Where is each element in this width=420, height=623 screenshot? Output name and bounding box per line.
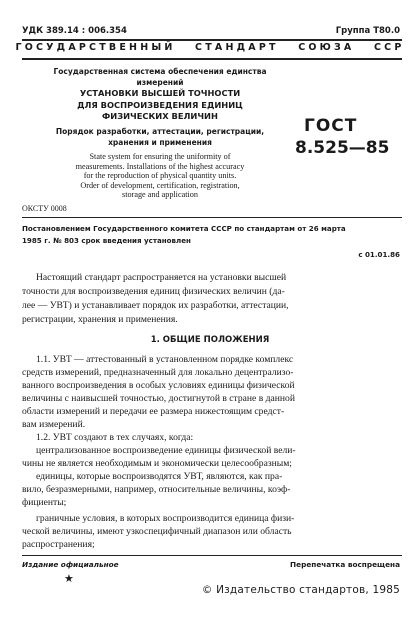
body-line: граничные условия, в которых воспроизводится единица физи- [36, 513, 295, 524]
document-subtitle [20, 127, 300, 148]
group-code: Группа Т80.0 [335, 26, 400, 36]
okstu-code: ОКСТУ 0008 [22, 204, 67, 213]
section-heading: 1. ОБЩИЕ ПОЛОЖЕНИЯ [150, 335, 270, 345]
body-line: вам измерений. [22, 419, 86, 430]
english-line-1: State system for ensuring the uniformity of [89, 152, 231, 161]
body-line: средств измерений, предназначенный для локально децентрализо- [22, 367, 294, 378]
gost-number: 8.525—85 [295, 138, 390, 158]
gost-label: ГОСТ [304, 116, 358, 136]
intro-line: регистрации, хранения и применения. [22, 314, 178, 325]
english-line-2: measurements. Installations of the highest accuracy [75, 161, 245, 171]
intro-line: лее — УВТ) и устанавливает порядок их разработки, аттестации, [22, 300, 289, 311]
body-line: чины не является необходимым и экономически целесообразным; [22, 458, 292, 469]
top-rule [22, 39, 402, 41]
effective-date: с 01.01.86 [358, 250, 400, 259]
star-icon: ★ [64, 572, 74, 585]
english-title [20, 152, 300, 200]
title-line-3: ФИЗИЧЕСКИХ ВЕЛИЧИН [102, 111, 218, 121]
state-standard-banner: ГОСУДАРСТВЕННЫЙ СТАНДАРТ СОЮЗА ССР [15, 42, 405, 53]
subtitle-line-2: хранения и применения [108, 137, 212, 147]
body-line: единицы, которые воспроизводятся УВТ, являются, как пра- [36, 471, 283, 482]
title-line-2: ДЛЯ ВОСПРОИЗВЕДЕНИЯ ЕДИНИЦ [77, 99, 243, 110]
banner-rule [22, 58, 402, 60]
body-line: вило, безразмерными, например, относительные величины, коэф- [22, 484, 291, 495]
document-title [20, 88, 300, 123]
decree-line-1: Постановлением Государственного комитета СССР по стандартам от 26 марта [22, 224, 346, 233]
english-line-3: for the reproduction of physical quantity units. [83, 171, 237, 181]
intro-line: точности для воспроизведения единиц физических величин (да- [22, 286, 285, 297]
body-line: централизованное воспроизведение единицы физической вели- [36, 445, 296, 456]
system-title [20, 66, 300, 88]
english-line-5: storage and application [122, 190, 198, 200]
udk-code: УДК 389.14 : 006.354 [22, 26, 127, 36]
body-line: фициенты; [22, 497, 67, 508]
system-line-2: измерений [136, 78, 184, 87]
decree-line-2: 1985 г. № 803 срок введения установлен [22, 236, 191, 245]
body-line: 1.1. УВТ — аттестованный в установленном порядке комплекс [36, 354, 294, 365]
title-line-1: УСТАНОВКИ ВЫСШЕЙ ТОЧНОСТИ [79, 88, 241, 98]
decree-rule [22, 217, 402, 218]
body-line: 1.2. УВТ создают в тех случаях, когда: [36, 432, 194, 443]
official-edition-label: Издание официальное [22, 560, 119, 569]
subtitle-line-1: Порядок разработки, аттестации, регистрации, [55, 127, 265, 136]
reprint-prohibited-label: Перепечатка воспрещена [290, 560, 400, 569]
copyright-line: © Издательство стандартов, 1985 [201, 584, 400, 596]
body-line: области измерений и передачи ее размера нижестоящим средст- [22, 406, 285, 417]
footer-rule [22, 555, 402, 556]
intro-line: Настоящий стандарт распространяется на установки высшей [36, 272, 287, 283]
body-line: распространения; [22, 539, 95, 550]
body-line: величины с наивысшей точностью, достигнутой в стране в данной [22, 393, 295, 404]
english-line-4: Order of development, certification, registration, [80, 180, 240, 190]
body-line: ческой величины, имеют узкоспецифичный диапазон или область [22, 526, 292, 537]
system-line-1: Государственная система обеспечения единства [53, 67, 267, 76]
body-line: ванного воспроизведения в особых условиях единицы физической [22, 380, 295, 391]
